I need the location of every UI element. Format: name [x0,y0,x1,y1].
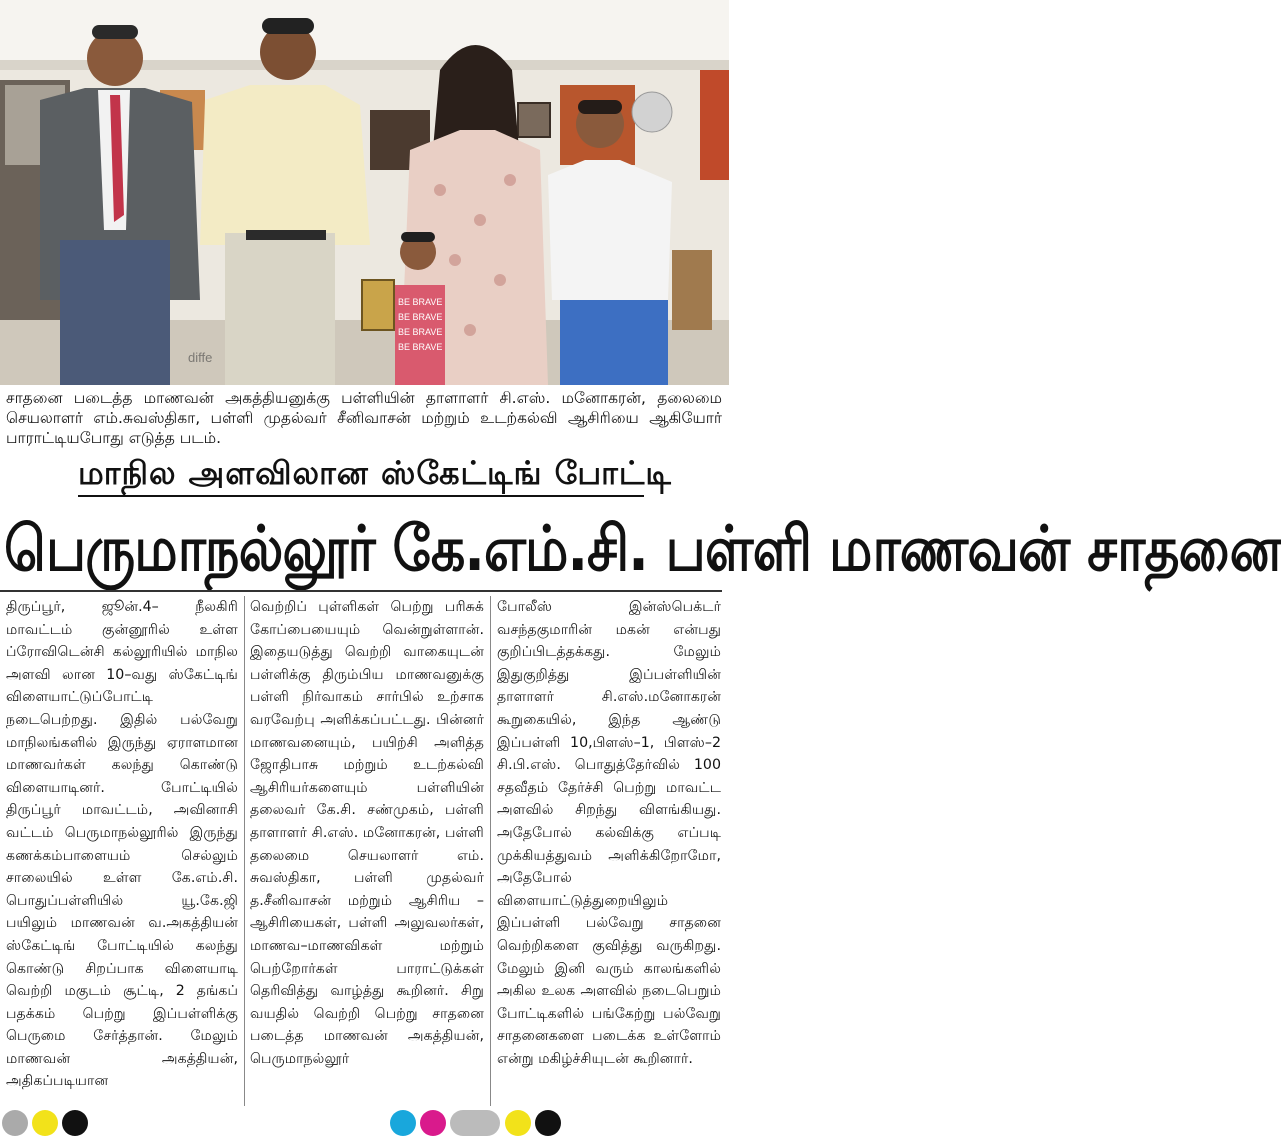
svg-text:BE BRAVE: BE BRAVE [398,342,443,352]
column-1-text: திருப்பூர், ஜூன்.4– நீலகிரி மாவட்டம் குன்னூரில் உள்ள ப்ரோவிடென்சி கல்லூரியில் மாநில அளவி லான 10–வது ஸ்கேட்டிங் விளையாட்டுப்போட்டி நடைபெற்றது. இதில் பல்வேறு மாநிலங்களில் இருந்து ஏராளமான மாணவர்கள் கலந்து கொண்டு விளையாடினர். போட்டியில் திருப்பூர் மாவட்டம், அவினாசி வட்டம் பெருமாநல்லூரில் இருந்து கணக்கம்பாளையம் செல்லும் சாலையில் உள்ள கே.எம்.சி. பொதுப்பள்ளியில் யூ.கே.ஜி பயிலும் மாணவன் வ.அகத்தியன் ஸ்கேட்டிங் போட்டியில் கலந்து கொண்டு சிறப்பாக விளையாடி வெற்றி மகுடம் சூட்டி, 2 தங்கப் பதக்கம் பெற்று இப்பள்ளிக்கு பெருமை சேர்த்தான். மேலும் மாணவன் அகத்தியன், அதிகப்படியான [6,599,238,1090]
article-column-2 [250,596,484,1106]
reg-mark [505,1110,531,1136]
shirt-text: BE BRAVE [398,297,443,307]
reg-mark [420,1110,446,1136]
reg-mark [390,1110,416,1136]
reg-mark [535,1110,561,1136]
kicker-underline [78,495,644,497]
reg-mark [62,1110,88,1136]
reg-mark [32,1110,58,1136]
photo-watermark: diffe [188,350,213,365]
kicker-title: மாநில அளவிலான ஸ்கேட்டிங் போட்டி [78,454,672,492]
article-column-3 [497,596,721,1106]
column-2-text: வெற்றிப் புள்ளிகள் பெற்று பரிசுக் கோப்பையையும் வென்றுள்ளான். இதையடுத்து வெற்றி வாகையுடன் பள்ளிக்கு திரும்பிய மாணவனுக்கு பள்ளி நிர்வாகம் சார்பில் உற்சாக வரவேற்பு அளிக்கப்பட்டது. பின்னர் மாணவனையும், பயிற்சி அளித்த ஜோதிபாசு மற்றும் உடற்கல்வி ஆசிரியர்களையும் பள்ளியின் தலைவர் கே.சி. சண்முகம், பள்ளி தாளாளர் சி.எஸ். மனோகரன், பள்ளி தலைமை செயலாளர் எம். சுவஸ்திகா, பள்ளி முதல்வர் த.சீனிவாசன் மற்றும் ஆசிரிய – ஆசிரியைகள், பள்ளி அலுவலர்கள், மாணவ–மாணவிகள் மற்றும் பெற்றோர்கள் பாராட்டுக்கள் தெரிவித்து வாழ்த்து கூறினர். சிறு வயதில் வெற்றி பெற்று சாதனை படைத்த மாணவன் அகத்தியன், பெருமாநல்லூர் [250,599,484,1067]
svg-text:BE BRAVE: BE BRAVE [398,312,443,322]
column-divider [490,596,491,1106]
news-photo [0,0,729,385]
column-divider [244,596,245,1106]
reg-mark [2,1110,28,1136]
caption-text: சாதனை படைத்த மாணவன் அகத்தியனுக்கு பள்ளியின் தாளாளர் சி.எஸ். மனோகரன், தலைமை செயலாளர் எம்.சுவஸ்திகா, பள்ளி முதல்வர் சீனிவாசன் மற்றும் உடற்கல்வி ஆசிரியை ஆகியோர் பாராட்டியபோது எடுத்த படம். [6,389,722,447]
article-column-1 [6,596,238,1106]
headline-rule [0,590,722,592]
photo-illustration [0,0,729,385]
photo-caption [6,388,722,448]
headline: பெருமாநல்லூர் கே.எம்.சி. பள்ளி மாணவன் சாதனை [4,512,1281,586]
reg-mark [450,1110,500,1136]
print-registration-marks [0,1110,729,1124]
svg-text:BE BRAVE: BE BRAVE [398,327,443,337]
column-3-text: போலீஸ் இன்ஸ்பெக்டர் வசந்தகுமாரின் மகன் என்பது குறிப்பிடத்தக்கது. மேலும் இதுகுறித்து இப்பள்ளியின் தாளாளர் சி.எஸ்.மனோகரன் கூறுகையில், இந்த ஆண்டு இப்பள்ளி 10,பிளஸ்–1, பிளஸ்–2 சி.பி.எஸ். பொதுத்தேர்வில் 100 சதவீதம் தேர்ச்சி பெற்று மாவட்ட அளவில் சிறந்து விளங்கியது. அதேபோல் கல்விக்கு எப்படி முக்கியத்துவம் அளிக்கிறோமோ, அதேபோல் விளையாட்டுத்துறையிலும் இப்பள்ளி பல்வேறு சாதனை வெற்றிகளை குவித்து வருகிறது. மேலும் இனி வரும் காலங்களில் அகில உலக அளவில் நடைபெறும் போட்டிகளில் பங்கேற்று பல்வேறு சாதனைகளை படைக்க உள்ளோம் என்று மகிழ்ச்சியுடன் கூறினார். [497,599,721,1067]
